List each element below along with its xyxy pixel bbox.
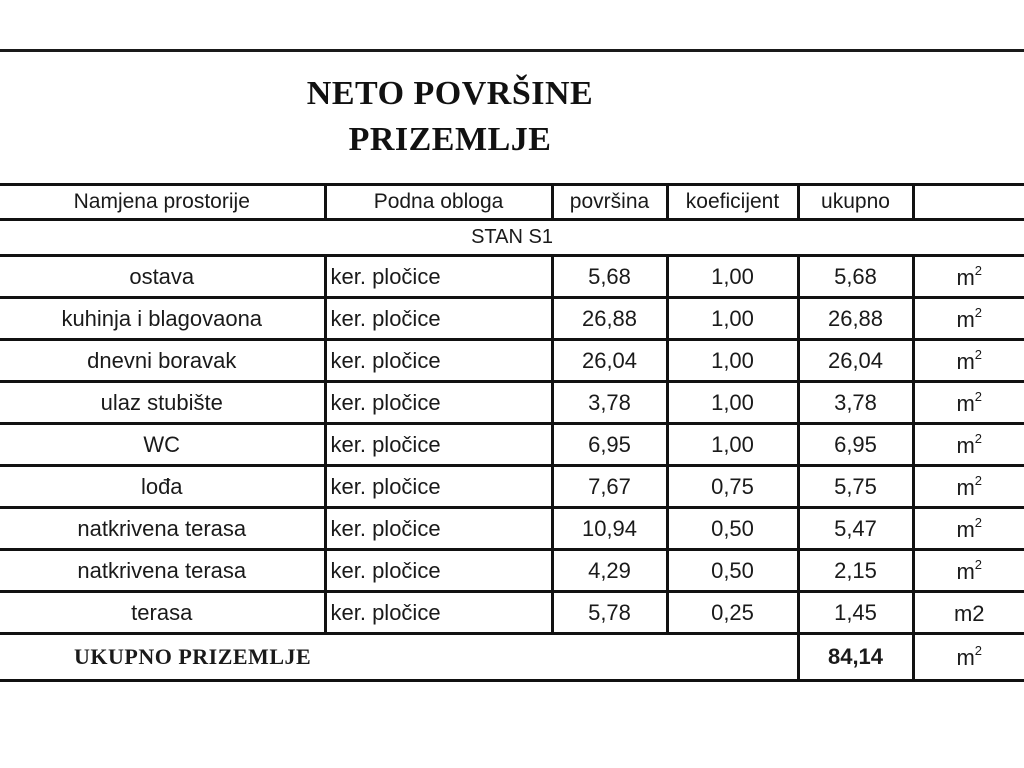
total-label: UKUPNO PRIZEMLJE xyxy=(0,634,798,681)
room-name: dnevni boravak xyxy=(0,340,325,382)
header-row xyxy=(0,185,1024,220)
floor-type: ker. pločice xyxy=(325,256,552,298)
coef-value: 1,00 xyxy=(667,256,798,298)
unit: $m^2$ xyxy=(913,256,1024,298)
unit: m2 xyxy=(913,592,1024,634)
header-floor: Podna obloga xyxy=(325,185,552,220)
unit: $m^2$ xyxy=(913,508,1024,550)
floor-type: ker. pločice xyxy=(325,550,552,592)
room-name: lođa xyxy=(0,466,325,508)
area-value: 7,67 xyxy=(552,466,667,508)
total-value: 5,47 xyxy=(798,508,913,550)
unit: $m^2$ xyxy=(913,550,1024,592)
unit: $m^2$ xyxy=(913,424,1024,466)
unit: $m^2$ xyxy=(913,340,1024,382)
area-value: 26,04 xyxy=(552,340,667,382)
coef-value: 0,50 xyxy=(667,550,798,592)
total-value: 5,75 xyxy=(798,466,913,508)
header-area: površina xyxy=(552,185,667,220)
area-value: 4,29 xyxy=(552,550,667,592)
coef-value: 1,00 xyxy=(667,340,798,382)
floor-type: ker. pločice xyxy=(325,466,552,508)
header-room: Namjena prostorije xyxy=(0,185,325,220)
total-unit: $m^2$ xyxy=(913,634,1024,681)
document-subtitle: PRIZEMLJE xyxy=(348,121,552,158)
total-value: 2,15 xyxy=(798,550,913,592)
header-unit xyxy=(913,185,1024,220)
document-title: NETO POVRŠINE xyxy=(306,75,594,112)
total-value: 1,45 xyxy=(798,592,913,634)
table-row xyxy=(0,508,1024,550)
floor-type: ker. pločice xyxy=(325,298,552,340)
unit: $m^2$ xyxy=(913,298,1024,340)
room-name: natkrivena terasa xyxy=(0,508,325,550)
table-row xyxy=(0,466,1024,508)
coef-value: 1,00 xyxy=(667,424,798,466)
total-value: 3,78 xyxy=(798,382,913,424)
room-name: ulaz stubište xyxy=(0,382,325,424)
floor-type: ker. pločice xyxy=(325,592,552,634)
total-value: 26,04 xyxy=(798,340,913,382)
room-name: ostava xyxy=(0,256,325,298)
table-row xyxy=(0,298,1024,340)
table-row xyxy=(0,424,1024,466)
unit: $m^2$ xyxy=(913,466,1024,508)
section-row xyxy=(0,220,1024,256)
area-value: 10,94 xyxy=(552,508,667,550)
floor-type: ker. pločice xyxy=(325,340,552,382)
coef-value: 0,50 xyxy=(667,508,798,550)
total-value: 26,88 xyxy=(798,298,913,340)
table-row xyxy=(0,550,1024,592)
section-label: STAN S1 xyxy=(0,220,1024,256)
unit: $m^2$ xyxy=(913,382,1024,424)
coef-value: 0,75 xyxy=(667,466,798,508)
total-sum: 84,14 xyxy=(798,634,913,681)
floor-type: ker. pločice xyxy=(325,508,552,550)
floor-type: ker. pločice xyxy=(325,382,552,424)
table-row xyxy=(0,256,1024,298)
room-name: natkrivena terasa xyxy=(0,550,325,592)
area-value: 26,88 xyxy=(552,298,667,340)
area-table xyxy=(0,183,1024,682)
room-name: terasa xyxy=(0,592,325,634)
area-value: 5,78 xyxy=(552,592,667,634)
coef-value: 1,00 xyxy=(667,382,798,424)
table-row xyxy=(0,592,1024,634)
table-row xyxy=(0,340,1024,382)
header-total: ukupno xyxy=(798,185,913,220)
table-row xyxy=(0,382,1024,424)
area-value: 6,95 xyxy=(552,424,667,466)
room-name: kuhinja i blagovaona xyxy=(0,298,325,340)
floor-type: ker. pločice xyxy=(325,424,552,466)
area-value: 3,78 xyxy=(552,382,667,424)
area-value: 5,68 xyxy=(552,256,667,298)
total-row xyxy=(0,634,1024,681)
coef-value: 1,00 xyxy=(667,298,798,340)
total-value: 5,68 xyxy=(798,256,913,298)
top-rule xyxy=(0,49,1024,52)
room-name: WC xyxy=(0,424,325,466)
coef-value: 0,25 xyxy=(667,592,798,634)
header-coef: koeficijent xyxy=(667,185,798,220)
total-value: 6,95 xyxy=(798,424,913,466)
